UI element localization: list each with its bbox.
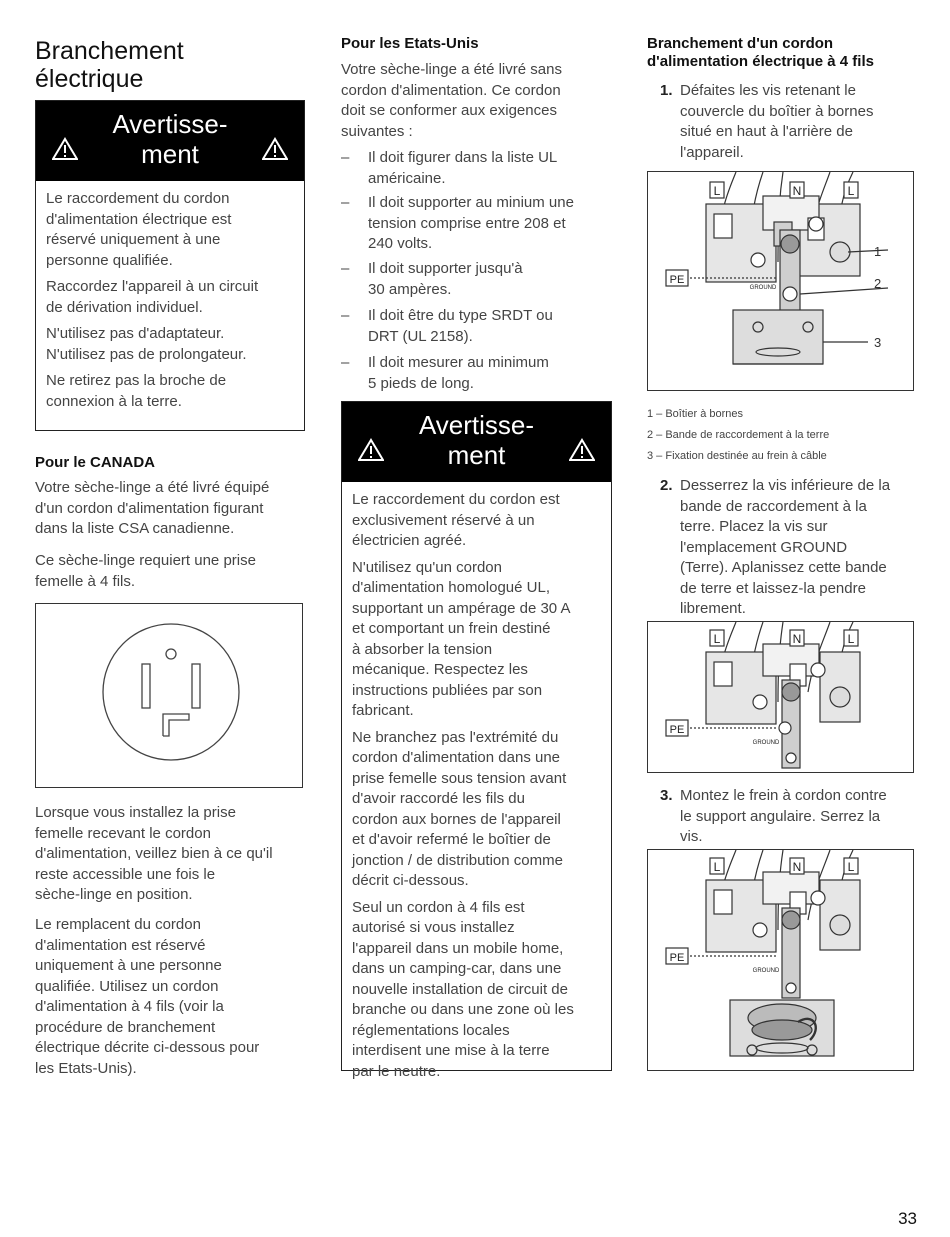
label-ground: GROUND <box>749 285 777 291</box>
requirement-item: – Il doit supporter jusqu'à 30 ampères. <box>341 260 523 298</box>
step-text: Desserrez la vis inférieure de la bande de raccordement à la terre. Placez la vis sur l'emplacement GROUND (Terre). Aplanissez cette bande de terre et laissez-la pendre librement. <box>680 477 891 617</box>
warning-triangle-icon <box>262 137 288 161</box>
warning-paragraph: N'utilisez pas d'adaptateur. N'utilisez pas de prolongateur. <box>46 325 247 363</box>
label-L: L <box>713 860 721 874</box>
step-number: 1. <box>660 82 673 99</box>
label-N: N <box>792 632 802 646</box>
label-N: N <box>792 184 802 198</box>
label-L: L <box>713 632 721 646</box>
label-N: N <box>792 860 802 874</box>
step-1 <box>660 81 930 165</box>
label-L: L <box>713 184 721 198</box>
label-L: L <box>847 632 855 646</box>
label-PE: PE <box>669 274 685 286</box>
dash-bullet: – <box>341 149 350 166</box>
dash-bullet: – <box>341 354 350 371</box>
label-ground: GROUND <box>752 968 780 974</box>
figure-legend <box>647 404 829 467</box>
step-3 <box>660 786 930 848</box>
requirement-item: – Il doit être du type SRDT ou DRT (UL 2158). <box>341 307 553 345</box>
warning-paragraph: Seul un cordon à 4 fils est autorisé si vous installez l'appareil dans un mobile home, dans un camping-car, dans une nouvelle installation de circuit de branche ou dans une zone où les réglementations locales interdisent une mise à la terre par le neutre. <box>352 898 574 1080</box>
warning-header <box>342 402 611 482</box>
warning-box-1 <box>35 100 305 431</box>
callout-2: 2 <box>874 276 882 291</box>
warning-paragraph: Le raccordement du cordon d'alimentation électrique est réservé uniquement à une personne qualifiée. <box>46 190 232 269</box>
warning-title: Avertisse- ment <box>418 410 535 470</box>
usa-heading: Pour les Etats-Unis <box>341 35 479 52</box>
warning-paragraph: N'utilisez qu'un cordon d'alimentation homologué UL, supportant un ampérage de 30 A et comportant un frein destiné à absorber la tension mécanique. Respectez les instructions publiées par son fabricant. <box>352 558 571 719</box>
label-PE: PE <box>669 724 685 736</box>
terminal-block-figure-2 <box>647 621 914 773</box>
canada-paragraph-1: Votre sèche-linge a été livré équipé d'un cordon d'alimentation figurant dans la liste CSA canadienne. <box>35 479 270 537</box>
four-wire-heading: Branchement d'un cordon d'alimentation électrique à 4 fils <box>647 35 874 70</box>
requirement-item: – Il doit figurer dans la liste UL américaine. <box>341 149 558 187</box>
legend-item: 3 – Fixation destinée au frein à câble <box>647 450 827 462</box>
page-number: 33 <box>898 1209 917 1228</box>
outlet-figure <box>35 603 303 788</box>
terminal-block-diagram <box>648 172 913 390</box>
warning-header <box>36 101 304 181</box>
dash-bullet: – <box>341 194 350 211</box>
warning-triangle-icon <box>569 438 595 462</box>
step-2 <box>660 476 930 622</box>
canada-heading: Pour le CANADA <box>35 454 156 471</box>
canada-paragraph-2: Ce sèche-linge requiert une prise femelle à 4 fils. <box>35 552 256 590</box>
label-L: L <box>847 860 855 874</box>
section-title: Branchement électrique <box>35 37 184 93</box>
legend-item: 2 – Bande de raccordement à la terre <box>647 429 830 441</box>
label-PE: PE <box>669 952 685 964</box>
label-L: L <box>847 184 855 198</box>
warning-box-2 <box>341 401 612 1080</box>
warning-title: Avertisse- ment <box>112 109 228 169</box>
requirement-item: – Il doit mesurer au minimum 5 pieds de long. <box>341 354 549 392</box>
callout-3: 3 <box>874 335 882 350</box>
requirement-item: – Il doit supporter au minium une tension comprise entre 208 et 240 volts. <box>341 194 574 252</box>
legend-item: 1 – Boîtier à bornes <box>647 408 744 420</box>
usa-intro: Votre sèche-linge a été livré sans cordon d'alimentation. Ce cordon doit se conformer aux exigences suivantes : <box>341 61 562 140</box>
step-text: Montez le frein à cordon contre le support angulaire. Serrez la vis. <box>680 787 887 845</box>
terminal-block-figure-1 <box>647 171 914 391</box>
install-paragraph: Lorsque vous installez la prise femelle recevant le cordon d'alimentation, veillez bien à ce qu'il reste accessible une fois le sèche-linge en position. <box>35 804 273 903</box>
step-number: 3. <box>660 787 673 804</box>
outlet-diagram <box>36 604 302 787</box>
label-ground: GROUND <box>752 740 780 746</box>
terminal-block-diagram <box>648 622 913 772</box>
replace-paragraph: Le remplacent du cordon d'alimentation est réservé uniquement à une personne qualifiée. Utilisez un cordon d'alimentation à 4 fils (voir la procédure de branchement électrique décrite ci-dessous pour les Etats-Unis). <box>35 916 260 1077</box>
warning-paragraph: Le raccordement du cordon est exclusivement réservé à un électricien agréé. <box>352 491 560 549</box>
warning-paragraph: Ne retirez pas la broche de connexion à la terre. <box>46 372 227 410</box>
step-number: 2. <box>660 477 673 494</box>
step-text: Défaites les vis retenant le couvercle du boîtier à bornes situé en haut à l'arrière de l'appareil. <box>680 82 874 161</box>
callout-1: 1 <box>874 244 882 259</box>
terminal-block-figure-3 <box>647 849 914 1071</box>
dash-bullet: – <box>341 260 350 277</box>
warning-paragraph: Raccordez l'appareil à un circuit de dérivation individuel. <box>46 278 259 316</box>
dash-bullet: – <box>341 307 350 324</box>
warning-paragraph: Ne branchez pas l'extrémité du cordon d'alimentation dans une prise femelle sous tension avant d'avoir raccordé les fils du cordon aux bornes de l'appareil et d'avoir refermé le boîtier de jonction / de distribution comme décrit ci-dessous. <box>352 728 567 889</box>
terminal-block-diagram <box>648 850 913 1070</box>
